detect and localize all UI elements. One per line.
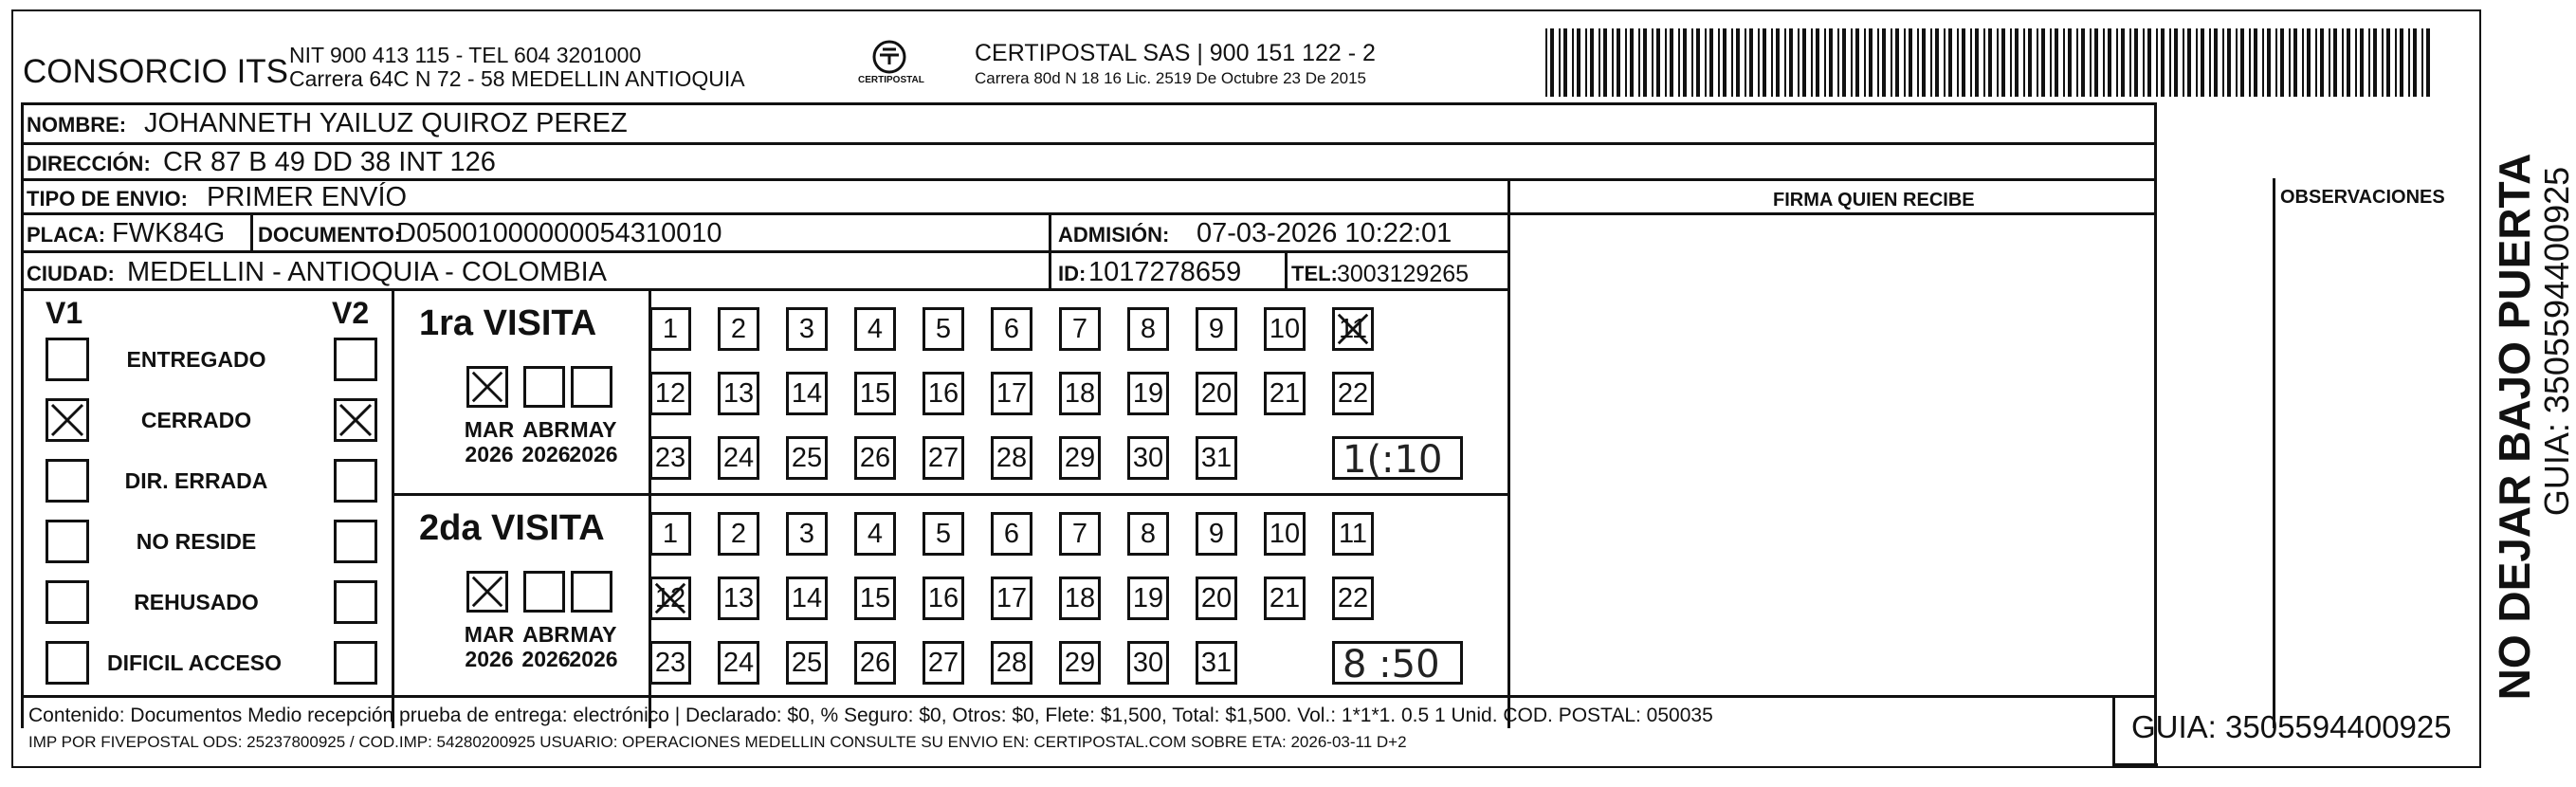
year-label: 2026: [521, 442, 571, 467]
day-number: 7: [1071, 518, 1088, 549]
day-number: 27: [927, 442, 959, 473]
day-number: 16: [927, 377, 959, 409]
day-box[interactable]: [718, 641, 759, 685]
day-number: 6: [1003, 313, 1020, 344]
day-number: 27: [927, 647, 959, 678]
day-number: 21: [1269, 377, 1301, 409]
month-label: MAY: [570, 417, 617, 442]
v2-checkbox-4[interactable]: [334, 580, 377, 624]
day-box[interactable]: [854, 512, 896, 556]
day-number: 3: [798, 518, 815, 549]
day-box[interactable]: [1059, 436, 1101, 480]
day-number: 14: [791, 377, 823, 409]
v2-label: V2: [332, 296, 370, 330]
day-box[interactable]: [1196, 436, 1237, 480]
tipo-envio-value: PRIMER ENVÍO: [207, 182, 408, 212]
day-number: 8: [1140, 313, 1157, 344]
day-number: 16: [927, 582, 959, 613]
day-box[interactable]: [1196, 512, 1237, 556]
day-box[interactable]: [786, 436, 828, 480]
v1-label: V1: [46, 296, 83, 330]
day-box[interactable]: [1264, 512, 1306, 556]
day-number: 13: [722, 582, 755, 613]
day-number: 24: [722, 647, 755, 678]
logo-text: CERTIPOSTAL: [858, 75, 924, 85]
month-checkbox-mar[interactable]: [466, 366, 508, 408]
direccion-label: DIRECCIÓN:: [27, 152, 151, 175]
day-box[interactable]: [991, 577, 1032, 620]
day-number: 26: [859, 442, 891, 473]
day-box[interactable]: [923, 307, 964, 351]
day-number: 31: [1200, 442, 1233, 473]
barcode: [1545, 28, 2437, 97]
day-number: 23: [654, 647, 686, 678]
year-label: 2026: [569, 647, 618, 671]
day-box[interactable]: [1332, 372, 1374, 415]
month-checkbox-mar[interactable]: [466, 571, 508, 613]
courier-line-1: CERTIPOSTAL SAS | 900 151 122 - 2: [975, 40, 1376, 66]
day-box[interactable]: [923, 577, 964, 620]
day-box[interactable]: [1059, 307, 1101, 351]
visit-time: 1(:10: [1343, 438, 1443, 482]
day-number: 9: [1208, 313, 1225, 344]
day-number: 30: [1132, 442, 1164, 473]
day-box[interactable]: [1127, 512, 1169, 556]
x-mark-icon: [337, 401, 375, 439]
footer-line-2: IMP POR FIVEPOSTAL ODS: 25237800925 / COD.IMP: 54280200925 USUARIO: OPERACIONES MEDELLIN CONSULTE SU ENVIO EN: CERTIPOSTAL.COM SOBRE ETA: 2026-03-11 D+2: [28, 733, 1407, 751]
day-box[interactable]: [923, 641, 964, 685]
day-number: 19: [1132, 582, 1164, 613]
day-box[interactable]: [1059, 512, 1101, 556]
status-option-label: NO RESIDE: [136, 529, 257, 554]
visit-title: 2da VISITA: [419, 508, 605, 548]
status-option-label: CERRADO: [140, 408, 252, 432]
day-number: 20: [1200, 377, 1233, 409]
day-box[interactable]: [1332, 577, 1374, 620]
day-number: 1: [662, 518, 679, 549]
placa-value: FWK84G: [112, 218, 226, 248]
company-line-1: NIT 900 413 115 - TEL 604 3201000: [289, 43, 642, 67]
day-box[interactable]: [1059, 641, 1101, 685]
day-box[interactable]: [991, 307, 1032, 351]
day-box[interactable]: [786, 577, 828, 620]
day-number: 11: [1338, 518, 1368, 549]
day-number: 26: [859, 647, 891, 678]
documento-value: D05001000000054310010: [396, 218, 722, 248]
day-box[interactable]: [923, 512, 964, 556]
year-label: 2026: [465, 647, 514, 671]
v2-checkbox-1[interactable]: [334, 398, 377, 442]
day-number: 24: [722, 442, 755, 473]
day-number: 1: [662, 313, 679, 344]
month-label: MAR: [464, 622, 515, 647]
side-warning: NO DEJAR BAJO PUERTA: [2490, 153, 2539, 701]
day-box[interactable]: [1332, 512, 1374, 556]
day-box[interactable]: [1059, 577, 1101, 620]
v2-checkbox-0[interactable]: [334, 338, 377, 381]
day-box[interactable]: [649, 372, 691, 415]
year-label: 2026: [569, 442, 618, 467]
visit-title: 1ra VISITA: [419, 303, 597, 343]
day-box[interactable]: [991, 641, 1032, 685]
admision-value: 07-03-2026 10:22:01: [1197, 218, 1452, 248]
day-box[interactable]: [649, 436, 691, 480]
day-box[interactable]: [1196, 641, 1237, 685]
day-box[interactable]: [649, 512, 691, 556]
day-box[interactable]: [1127, 577, 1169, 620]
tel-label: TEL:: [1291, 262, 1338, 285]
day-box[interactable]: [718, 307, 759, 351]
month-checkbox-abr[interactable]: [523, 571, 565, 613]
day-number: 11: [1338, 313, 1368, 344]
visit-time: 8 :50: [1343, 643, 1440, 686]
month-label: ABR: [522, 622, 570, 647]
day-box[interactable]: [1127, 641, 1169, 685]
year-label: 2026: [521, 647, 571, 671]
day-number: 31: [1200, 647, 1233, 678]
v2-checkbox-5[interactable]: [334, 641, 377, 685]
day-number: 13: [722, 377, 755, 409]
year-label: 2026: [465, 442, 514, 467]
footer-line-1: Contenido: Documentos Medio recepción prueba de entrega: electrónico | Declarado: $0, % Seguro: $0, Otros: $0, Flete: $1,500, Total: $1,500. Vol.: 1*1*1. 0.5 1 Unid. COD. POSTAL: 050035: [28, 705, 1713, 726]
side-guia: GUIA: 3505594400925: [2537, 166, 2576, 517]
day-number: 25: [791, 647, 823, 678]
day-number: 21: [1269, 582, 1301, 613]
footer-guia: GUIA: 3505594400925: [2131, 709, 2452, 744]
day-number: 29: [1064, 442, 1096, 473]
x-mark-icon: [469, 369, 505, 405]
day-number: 18: [1064, 582, 1096, 613]
day-box[interactable]: [991, 512, 1032, 556]
day-box[interactable]: [1127, 372, 1169, 415]
day-box[interactable]: [786, 307, 828, 351]
direccion-value: CR 87 B 49 DD 38 INT 126: [163, 147, 496, 177]
id-value: 1017278659: [1088, 257, 1242, 287]
day-number: 9: [1208, 518, 1225, 549]
month-label: MAY: [570, 622, 617, 647]
month-label: ABR: [522, 417, 570, 442]
day-number: 23: [654, 442, 686, 473]
day-box[interactable]: [786, 641, 828, 685]
month-checkbox-may[interactable]: [571, 571, 612, 613]
day-number: 12: [654, 377, 686, 409]
v2-checkbox-2[interactable]: [334, 459, 377, 503]
day-number: 20: [1200, 582, 1233, 613]
day-number: 12: [654, 582, 686, 613]
day-box[interactable]: [1127, 307, 1169, 351]
day-box[interactable]: [1196, 307, 1237, 351]
documento-label: DOCUMENTO:: [258, 223, 402, 247]
day-box[interactable]: [786, 512, 828, 556]
day-number: 17: [996, 582, 1028, 613]
day-box[interactable]: [1127, 436, 1169, 480]
day-number: 28: [996, 442, 1028, 473]
status-option-label: DIFICIL ACCESO: [106, 650, 282, 675]
firma-label: FIRMA QUIEN RECIBE: [1773, 190, 1975, 210]
day-number: 22: [1337, 582, 1369, 613]
day-box[interactable]: [923, 436, 964, 480]
company-name: CONSORCIO ITS: [23, 53, 289, 90]
day-number: 8: [1140, 518, 1157, 549]
day-number: 19: [1132, 377, 1164, 409]
day-box[interactable]: [1059, 372, 1101, 415]
ciudad-label: CIUDAD:: [27, 262, 115, 285]
id-label: ID:: [1058, 262, 1087, 285]
day-number: 3: [798, 313, 815, 344]
day-box[interactable]: [1264, 372, 1306, 415]
day-number: 6: [1003, 518, 1020, 549]
day-box[interactable]: [649, 577, 691, 620]
visit-time-box[interactable]: [1332, 641, 1463, 685]
day-box[interactable]: [718, 436, 759, 480]
day-number: 2: [730, 313, 747, 344]
day-number: 7: [1071, 313, 1088, 344]
tel-value: 3003129265: [1337, 261, 1470, 287]
admision-label: ADMISIÓN:: [1058, 223, 1170, 247]
day-number: 4: [867, 518, 884, 549]
day-box[interactable]: [1264, 307, 1306, 351]
day-box[interactable]: [718, 512, 759, 556]
status-option-label: DIR. ERRADA: [124, 468, 268, 493]
day-box[interactable]: [854, 307, 896, 351]
observaciones-label: OBSERVACIONES: [2280, 187, 2445, 208]
day-box[interactable]: [854, 372, 896, 415]
day-number: 15: [859, 377, 891, 409]
day-box[interactable]: [786, 372, 828, 415]
day-box[interactable]: [991, 436, 1032, 480]
day-number: 29: [1064, 647, 1096, 678]
courier-line-2: Carrera 80d N 18 16 Lic. 2519 De Octubre 23 De 2015: [975, 69, 1366, 87]
day-box[interactable]: [649, 307, 691, 351]
nombre-value: JOHANNETH YAILUZ QUIROZ PEREZ: [144, 108, 628, 138]
day-box[interactable]: [854, 436, 896, 480]
day-box[interactable]: [1264, 577, 1306, 620]
day-number: 10: [1269, 518, 1301, 549]
day-number: 25: [791, 442, 823, 473]
day-box[interactable]: [991, 372, 1032, 415]
day-box[interactable]: [1196, 372, 1237, 415]
x-mark-icon: [469, 574, 505, 610]
day-box[interactable]: [718, 577, 759, 620]
day-number: 30: [1132, 647, 1164, 678]
nombre-label: NOMBRE:: [27, 113, 127, 137]
day-number: 17: [996, 377, 1028, 409]
day-number: 22: [1337, 377, 1369, 409]
status-option-label: REHUSADO: [134, 590, 259, 614]
day-number: 5: [935, 313, 952, 344]
day-number: 10: [1269, 313, 1301, 344]
x-mark-icon: [652, 579, 688, 617]
day-box[interactable]: [1332, 307, 1374, 351]
day-box[interactable]: [923, 372, 964, 415]
day-box[interactable]: [854, 577, 896, 620]
day-box[interactable]: [854, 641, 896, 685]
day-number: 15: [859, 582, 891, 613]
visit-time-box[interactable]: [1332, 436, 1463, 480]
day-number: 28: [996, 647, 1028, 678]
day-number: 4: [867, 313, 884, 344]
day-number: 18: [1064, 377, 1096, 409]
day-box[interactable]: [718, 372, 759, 415]
month-label: MAR: [464, 417, 515, 442]
v2-checkbox-3[interactable]: [334, 520, 377, 563]
company-line-2: Carrera 64C N 72 - 58 MEDELLIN ANTIOQUIA: [289, 66, 745, 91]
status-option-label: ENTREGADO: [126, 347, 266, 372]
month-checkbox-may[interactable]: [571, 366, 612, 408]
day-number: 14: [791, 582, 823, 613]
placa-label: PLACA:: [27, 223, 106, 247]
tipo-envio-label: TIPO DE ENVIO:: [27, 187, 188, 210]
day-box[interactable]: [649, 641, 691, 685]
day-number: 5: [935, 518, 952, 549]
day-number: 2: [730, 518, 747, 549]
ciudad-value: MEDELLIN - ANTIOQUIA - COLOMBIA: [127, 257, 607, 287]
certipostal-logo: [847, 38, 932, 95]
x-mark-icon: [1335, 310, 1371, 348]
month-checkbox-abr[interactable]: [523, 366, 565, 408]
day-box[interactable]: [1196, 577, 1237, 620]
